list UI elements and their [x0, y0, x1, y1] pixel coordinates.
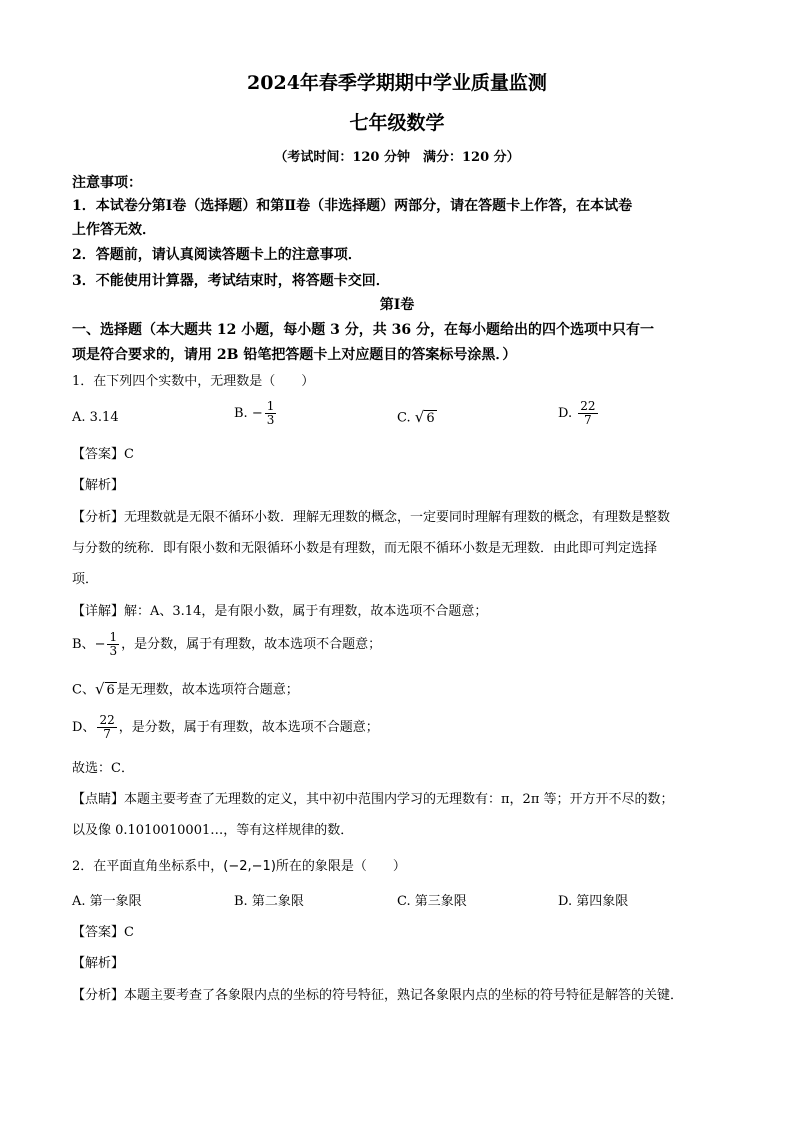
fraction-numerator: 1 — [266, 399, 275, 413]
fraction-numerator: 22 — [580, 399, 596, 413]
q1-analysis-3: 项． — [72, 572, 99, 587]
detail-c-text: 是无理数，故本选项符合题意； — [116, 682, 299, 698]
xiangjie-tag: 【详解】 — [72, 604, 125, 619]
q2-stem — [72, 858, 732, 876]
section-heading: 一、选择题（本大题共 12 小题，每小题 3 分，共 36 分，在每小题给出的四个选项中只有一 — [72, 322, 654, 338]
fraction-denominator: 7 — [584, 413, 592, 427]
q1-option-b-sign: − — [251, 406, 263, 421]
detail-d-prefix: D、 — [72, 720, 96, 735]
sqrt-symbol: √ 6 — [414, 408, 435, 426]
q2-analysis — [72, 987, 732, 1005]
section-heading-cont: 项是符合要求的，请用 2B 铅笔把答题卡上对应题目的答案标号涂黑．） — [72, 347, 517, 363]
note-item-3: 3．不能使用计算器，考试结束时，将答题卡交回． — [72, 273, 390, 289]
q1-option-b-fraction — [265, 400, 277, 427]
sqrt-radicand: 6 — [426, 411, 435, 426]
q1-option-b — [234, 400, 278, 427]
q1-option-d-fraction — [578, 400, 597, 427]
sqrt-radicand: 6 — [106, 683, 115, 698]
q1-answer: 【答案】C — [72, 447, 134, 462]
fraction-denominator: 7 — [103, 727, 111, 741]
q1-detail-d — [72, 713, 732, 743]
detail-b-prefix: B、 — [72, 637, 95, 652]
q1-remark-2: 以及像 0.1010010001…，等有这样规律的数． — [72, 823, 354, 838]
q1-option-b-label: B. — [234, 406, 248, 421]
note-item-1: 1．本试卷分第Ⅰ卷（选择题）和第Ⅱ卷（非选择题）两部分，请在答题卡上作答，在本试卷 — [72, 198, 633, 214]
q1-analysis-2: 与分数的统称．即有限小数和无限循环小数是有理数，而无限不循环小数是无理数．由此即可判定选择 — [72, 541, 658, 556]
q2-stem-suffix: 所在的象限是（ ） — [275, 859, 406, 874]
q2-point: (−2,−1) — [223, 859, 276, 874]
dianjing-tag: 【点睛】 — [72, 792, 125, 807]
q1-option-c-label: C. — [397, 410, 411, 426]
fenxi-tag: 【分析】 — [72, 510, 125, 525]
q1-stem: 1．在下列四个实数中，无理数是（ ） — [72, 374, 315, 389]
sqrt-symbol: √ 6 — [94, 680, 115, 698]
q1-remark-1 — [72, 791, 732, 809]
q1-option-a: A. 3.14 — [72, 410, 119, 425]
note-item-2: 2．答题前，请认真阅读答题卡上的注意事项． — [72, 247, 362, 263]
fraction-numerator: 1 — [109, 630, 118, 644]
q1-option-d — [558, 400, 600, 427]
q2-option-b: B. 第二象限 — [234, 894, 304, 909]
q2-answer: 【答案】C — [72, 925, 134, 940]
q2-analysis-tag: 【解析】 — [72, 956, 125, 971]
q1-option-d-label: D. — [558, 406, 573, 421]
notes-heading: 注意事项： — [72, 175, 142, 191]
detail-d-text: ，是分数，属于有理数，故本选项不合题意； — [118, 720, 379, 735]
q2-stem-prefix: 2．在平面直角坐标系中， — [72, 859, 224, 874]
fenxi-text: 无理数就是无限不循环小数．理解无理数的概念，一定要同时理解有理数的概念，有理数是整数 — [124, 510, 671, 525]
detail-b-text: ，是分数，属于有理数，故本选项不合题意； — [121, 637, 382, 652]
exam-title: 2024年春季学期期中学业质量监测 — [247, 72, 547, 94]
exam-subtitle: 七年级数学 — [349, 112, 445, 134]
q1-detail-b — [72, 630, 732, 660]
q2-option-a: A. 第一象限 — [72, 894, 142, 909]
detail-b-sign: − — [94, 637, 106, 652]
fenxi-tag: 【分析】 — [72, 988, 125, 1003]
dianjing-text: 本题主要考查了无理数的定义，其中初中范围内学习的无理数有：π，2π 等；开方开不尽的数； — [124, 792, 674, 807]
q2-option-c: C. 第三象限 — [397, 894, 467, 909]
detail-c-prefix: C、 — [72, 682, 95, 698]
detail-d-fraction — [97, 714, 116, 741]
q2-option-d: D. 第四象限 — [558, 894, 629, 909]
q1-option-c — [397, 408, 437, 428]
volume-heading: 第Ⅰ卷 — [379, 297, 415, 313]
fenxi-text: 本题主要考查了各象限内点的坐标的符号特征，熟记各象限内点的坐标的符号特征是解答的关键． — [124, 988, 684, 1003]
q1-detail-a — [72, 603, 732, 621]
xiangjie-a-text: 解：A、3.14，是有限小数，属于有理数，故本选项不合题意； — [124, 604, 488, 619]
fraction-denominator: 3 — [266, 413, 275, 427]
q1-analysis-1 — [72, 509, 732, 527]
q1-analysis-tag: 【解析】 — [72, 478, 125, 493]
exam-info: （考试时间：120 分钟 满分：120 分） — [274, 150, 520, 165]
fraction-denominator: 3 — [109, 644, 118, 658]
q1-detail-c — [72, 680, 732, 700]
note-item-1-cont: 上作答无效． — [72, 222, 156, 238]
detail-b-fraction — [107, 631, 119, 658]
fraction-numerator: 22 — [99, 713, 115, 727]
q1-conclusion: 故选：C． — [72, 761, 134, 776]
